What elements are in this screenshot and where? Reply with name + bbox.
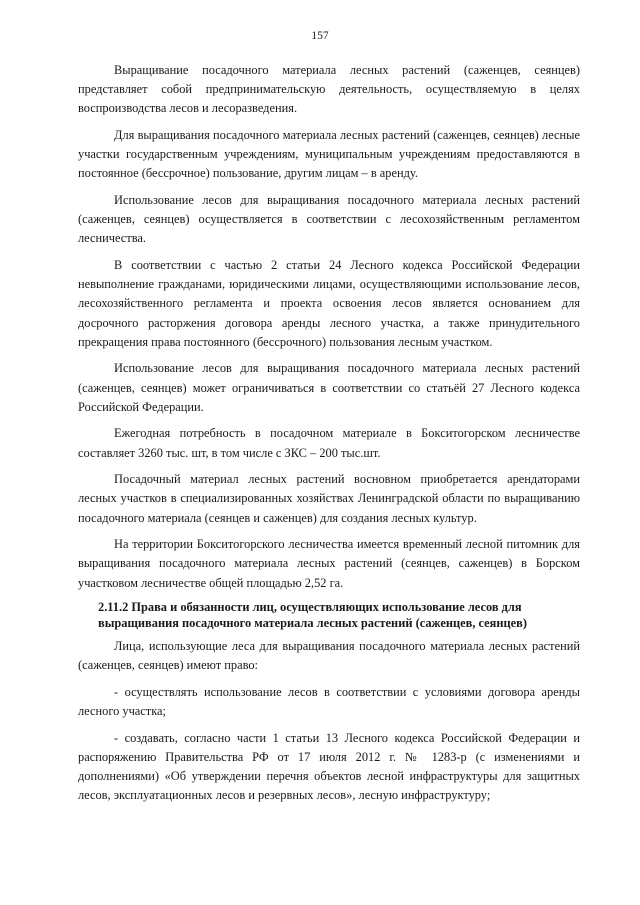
paragraph: Лица, использующие леса для выращивания посадочного материала лесных растений (саженцев, сеянцев) имеют право:: [78, 639, 580, 673]
list-item: - осуществлять использование лесов в соответствии с условиями договора аренды лесного участка;: [78, 685, 580, 719]
list-item: - создавать, согласно части 1 статьи 13 Лесного кодекса Российской Федерации и распоряжению Правительства РФ от 17 июля 2012 г. № 1283-р (с изменениями и дополнениями) «Об утверждении перечня объектов лесной инфраструктуры для защитных лесов, эксплуатационных лесов и резервных лесов», лесную инфраструктуру;: [78, 730, 580, 803]
paragraph: Ежегодная потребность в посадочном материале в Бокситогорском лесничестве составляет 3260 тыс. шт, в том числе с ЗКС – 200 тыс.шт.: [78, 426, 580, 460]
paragraph: Для выращивания посадочного материала лесных растений (саженцев, сеянцев) лесные участки государственным учреждениям, муниципальным учреждениям предоставляются в постоянное (бессрочное) пользование, другим лицам – в аренду.: [78, 128, 580, 181]
paragraph: В соответствии с частью 2 статьи 24 Лесного кодекса Российской Федерации невыполнение гражданами, юридическими лицами, осуществляющими использование лесов, лесохозяйственного регламента и проекта освоения лесов является основанием для досрочного расторжения договора аренды лесного участка, а также принудительного прекращения права постоянного (бессрочного) пользования лесным участком.: [78, 258, 580, 349]
page-number: 157: [311, 30, 329, 42]
paragraph: Выращивание посадочного материала лесных растений (саженцев, сеянцев) представляет собой предпринимательскую деятельность, осуществляемую в целях воспроизводства лесов и лесоразведения.: [78, 63, 580, 116]
paragraph: Посадочный материал лесных растений восновном приобретается арендаторами лесных участков в специализированных хозяйствах Ленинградской области по выращиванию посадочного материала (сеянцев и саженцев) для создания лесных культур.: [78, 472, 580, 525]
paragraph: На территории Бокситогорского лесничества имеется временный лесной питомник для выращивания посадочного материала лесных растений (сеянцев, саженцев) в Борском участковом лесничестве общей площадью 2,52 га.: [78, 537, 580, 590]
paragraph: Использование лесов для выращивания посадочного материала лесных растений (саженцев, сеянцев) осуществляется в соответствии с лесохозяйственным регламентом лесничества.: [78, 193, 580, 246]
paragraph: Использование лесов для выращивания посадочного материала лесных растений (саженцев, сеянцев) может ограничиваться в соответствии со статьёй 27 Лесного кодекса Российской Федерации.: [78, 361, 580, 414]
section-heading: 2.11.2 Права и обязанности лиц, осуществляющих использование лесов для выращивания посадочного материала лесных растений (саженцев, сеянцев): [98, 600, 527, 630]
document-body: [78, 61, 580, 813]
